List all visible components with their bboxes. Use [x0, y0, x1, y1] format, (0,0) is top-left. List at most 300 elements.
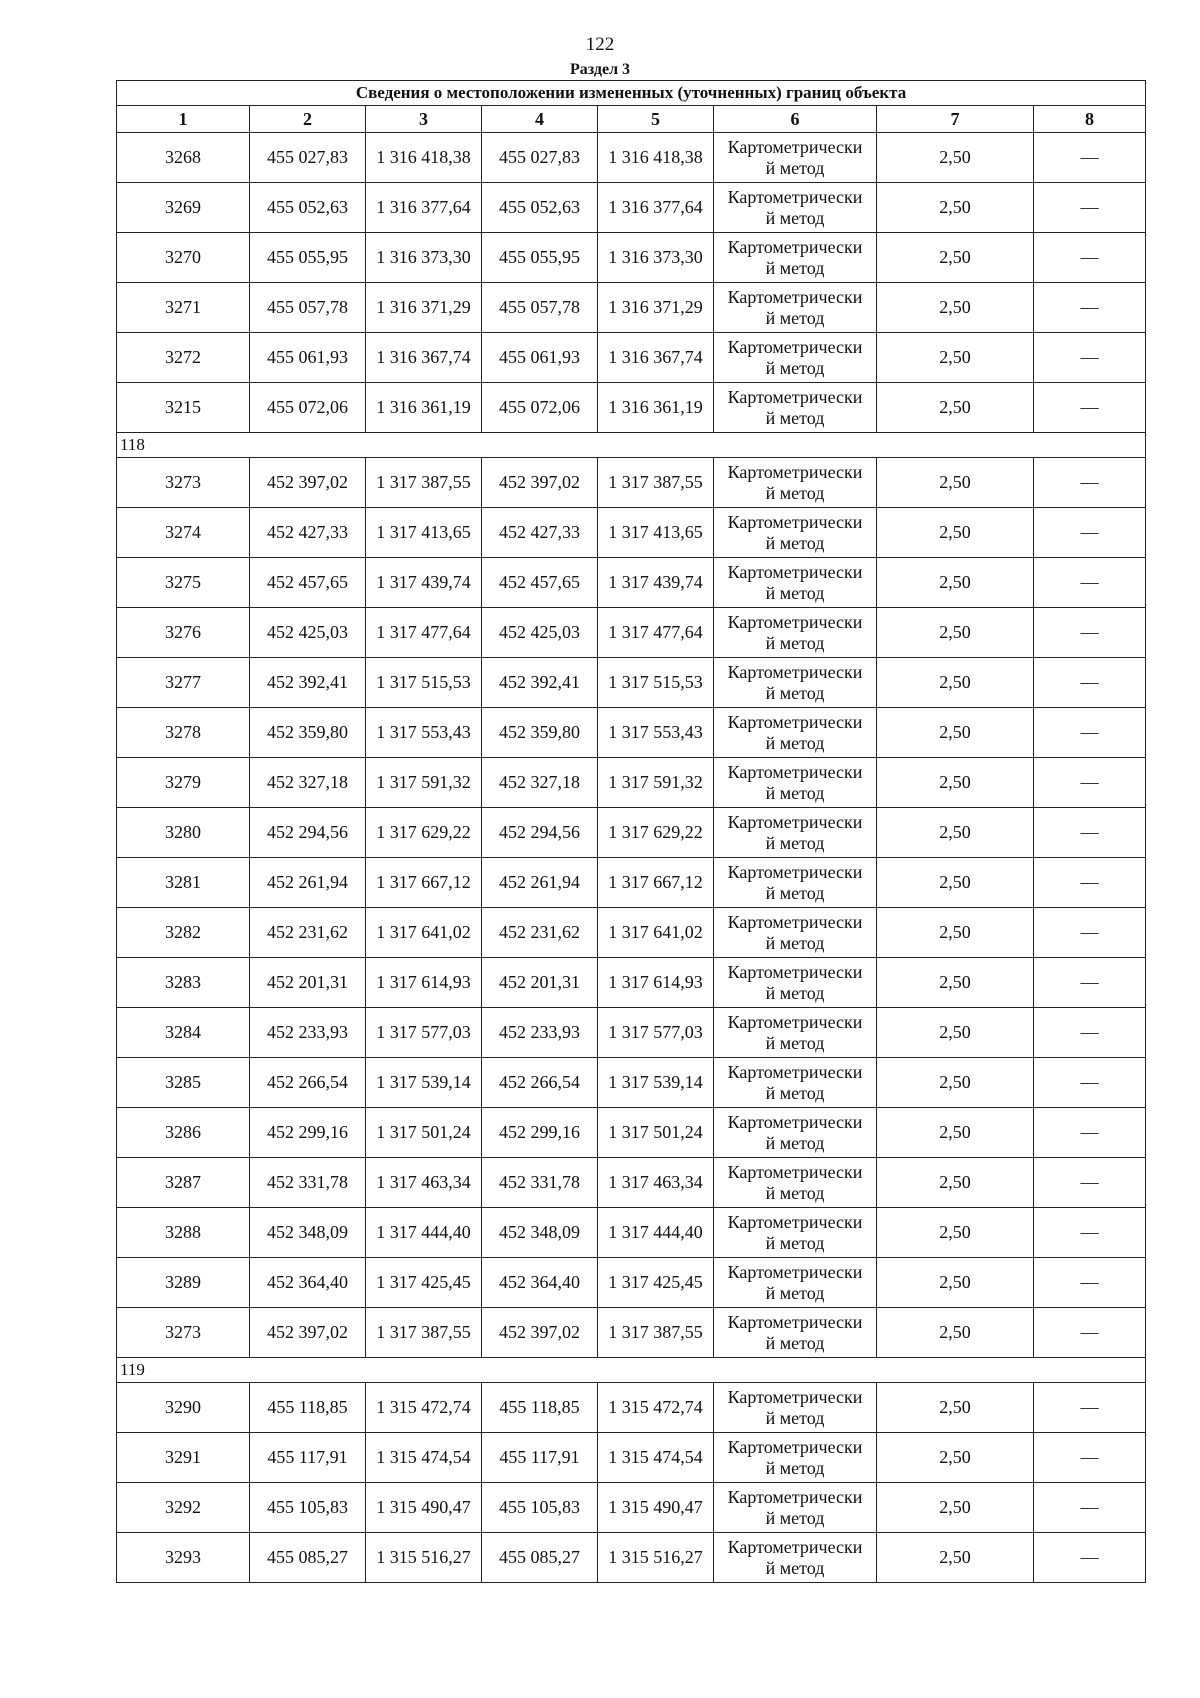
accuracy-cell: 2,50 — [877, 1008, 1034, 1058]
x-coordinate-new-cell: 455 052,63 — [482, 183, 598, 233]
accuracy-cell: 2,50 — [877, 1433, 1034, 1483]
group-row — [117, 1358, 1146, 1383]
x-coordinate-cell: 452 427,33 — [250, 508, 366, 558]
y-coordinate-cell: 1 317 413,65 — [366, 508, 482, 558]
x-coordinate-cell: 455 057,78 — [250, 283, 366, 333]
method-text: й метод — [765, 532, 825, 553]
x-coordinate-new-cell: 452 364,40 — [482, 1258, 598, 1308]
point-number-cell: 3278 — [117, 708, 250, 758]
column-number: 3 — [366, 106, 482, 133]
point-number-cell: 3290 — [117, 1383, 250, 1433]
note-cell: — — [1034, 458, 1146, 508]
table-row — [117, 1383, 1146, 1433]
note-cell: — — [1034, 233, 1146, 283]
method-text: Картометрически — [727, 1211, 863, 1232]
x-coordinate-cell: 452 364,40 — [250, 1258, 366, 1308]
note-cell: — — [1034, 333, 1146, 383]
y-coordinate-cell: 1 317 667,12 — [366, 858, 482, 908]
x-coordinate-cell: 455 052,63 — [250, 183, 366, 233]
x-coordinate-new-cell: 455 061,93 — [482, 333, 598, 383]
method-cell — [714, 758, 877, 808]
x-coordinate-cell: 452 392,41 — [250, 658, 366, 708]
accuracy-cell: 2,50 — [877, 333, 1034, 383]
table-row — [117, 1058, 1146, 1108]
note-cell: — — [1034, 1483, 1146, 1533]
table-row — [117, 758, 1146, 808]
method-text: й метод — [765, 1082, 825, 1103]
note-cell: — — [1034, 1258, 1146, 1308]
method-cell — [714, 1258, 877, 1308]
x-coordinate-cell: 452 397,02 — [250, 1308, 366, 1358]
y-coordinate-cell: 1 317 614,93 — [366, 958, 482, 1008]
method-text: Картометрически — [727, 386, 863, 407]
column-number: 4 — [482, 106, 598, 133]
note-cell: — — [1034, 808, 1146, 858]
table-row — [117, 558, 1146, 608]
table-row — [117, 708, 1146, 758]
method-text: Картометрически — [727, 186, 863, 207]
column-number: 6 — [714, 106, 877, 133]
x-coordinate-new-cell: 455 105,83 — [482, 1483, 598, 1533]
y-coordinate-new-cell: 1 317 477,64 — [598, 608, 714, 658]
y-coordinate-cell: 1 317 439,74 — [366, 558, 482, 608]
y-coordinate-cell: 1 315 516,27 — [366, 1533, 482, 1583]
method-cell — [714, 133, 877, 183]
page-number: 122 — [585, 34, 615, 55]
column-number: 5 — [598, 106, 714, 133]
method-text: й метод — [765, 357, 825, 378]
y-coordinate-cell: 1 317 444,40 — [366, 1208, 482, 1258]
point-number-cell: 3215 — [117, 383, 250, 433]
y-coordinate-new-cell: 1 317 425,45 — [598, 1258, 714, 1308]
method-cell — [714, 1108, 877, 1158]
y-coordinate-new-cell: 1 317 463,34 — [598, 1158, 714, 1208]
table-caption: Сведения о местоположении измененных (уточненных) границ объекта — [117, 81, 1146, 106]
y-coordinate-new-cell: 1 317 553,43 — [598, 708, 714, 758]
note-cell: — — [1034, 558, 1146, 608]
method-text: Картометрически — [727, 336, 863, 357]
x-coordinate-cell: 455 118,85 — [250, 1383, 366, 1433]
x-coordinate-new-cell: 452 392,41 — [482, 658, 598, 708]
method-cell — [714, 458, 877, 508]
x-coordinate-cell: 452 231,62 — [250, 908, 366, 958]
column-number-row — [117, 106, 1146, 133]
accuracy-cell: 2,50 — [877, 183, 1034, 233]
method-text: й метод — [765, 1282, 825, 1303]
method-text: й метод — [765, 982, 825, 1003]
y-coordinate-new-cell: 1 316 418,38 — [598, 133, 714, 183]
method-text: й метод — [765, 882, 825, 903]
x-coordinate-cell: 452 261,94 — [250, 858, 366, 908]
note-cell: — — [1034, 1383, 1146, 1433]
y-coordinate-cell: 1 317 425,45 — [366, 1258, 482, 1308]
accuracy-cell: 2,50 — [877, 758, 1034, 808]
x-coordinate-cell: 452 425,03 — [250, 608, 366, 658]
note-cell: — — [1034, 183, 1146, 233]
method-cell — [714, 1158, 877, 1208]
y-coordinate-cell: 1 317 539,14 — [366, 1058, 482, 1108]
note-cell: — — [1034, 908, 1146, 958]
table-row — [117, 958, 1146, 1008]
method-text: Картометрически — [727, 911, 863, 932]
point-number-cell: 3282 — [117, 908, 250, 958]
y-coordinate-new-cell: 1 317 444,40 — [598, 1208, 714, 1258]
point-number-cell: 3280 — [117, 808, 250, 858]
method-text: Картометрически — [727, 236, 863, 257]
group-label: 118 — [117, 433, 1146, 458]
y-coordinate-new-cell: 1 317 614,93 — [598, 958, 714, 1008]
method-cell — [714, 908, 877, 958]
method-text: Картометрически — [727, 611, 863, 632]
x-coordinate-new-cell: 452 294,56 — [482, 808, 598, 858]
x-coordinate-new-cell: 455 057,78 — [482, 283, 598, 333]
table-row — [117, 608, 1146, 658]
x-coordinate-cell: 452 266,54 — [250, 1058, 366, 1108]
x-coordinate-cell: 452 233,93 — [250, 1008, 366, 1058]
x-coordinate-cell: 452 201,31 — [250, 958, 366, 1008]
method-text: Картометрически — [727, 1311, 863, 1332]
x-coordinate-cell: 452 397,02 — [250, 458, 366, 508]
accuracy-cell: 2,50 — [877, 1308, 1034, 1358]
point-number-cell: 3269 — [117, 183, 250, 233]
point-number-cell: 3281 — [117, 858, 250, 908]
point-number-cell: 3272 — [117, 333, 250, 383]
accuracy-cell: 2,50 — [877, 1533, 1034, 1583]
y-coordinate-cell: 1 317 577,03 — [366, 1008, 482, 1058]
method-text: й метод — [765, 732, 825, 753]
note-cell: — — [1034, 608, 1146, 658]
method-text: Картометрически — [727, 561, 863, 582]
table-row — [117, 1158, 1146, 1208]
method-text: Картометрически — [727, 1386, 863, 1407]
method-text: Картометрически — [727, 861, 863, 882]
x-coordinate-new-cell: 452 261,94 — [482, 858, 598, 908]
y-coordinate-cell: 1 315 474,54 — [366, 1433, 482, 1483]
y-coordinate-new-cell: 1 317 629,22 — [598, 808, 714, 858]
method-text: й метод — [765, 1407, 825, 1428]
method-text: й метод — [765, 782, 825, 803]
y-coordinate-cell: 1 316 371,29 — [366, 283, 482, 333]
y-coordinate-cell: 1 315 490,47 — [366, 1483, 482, 1533]
x-coordinate-cell: 455 061,93 — [250, 333, 366, 383]
y-coordinate-new-cell: 1 317 515,53 — [598, 658, 714, 708]
y-coordinate-new-cell: 1 316 377,64 — [598, 183, 714, 233]
note-cell: — — [1034, 508, 1146, 558]
accuracy-cell: 2,50 — [877, 1258, 1034, 1308]
column-number: 2 — [250, 106, 366, 133]
method-text: Картометрически — [727, 136, 863, 157]
point-number-cell: 3273 — [117, 458, 250, 508]
y-coordinate-new-cell: 1 315 516,27 — [598, 1533, 714, 1583]
table-row — [117, 1108, 1146, 1158]
y-coordinate-cell: 1 317 501,24 — [366, 1108, 482, 1158]
accuracy-cell: 2,50 — [877, 283, 1034, 333]
x-coordinate-new-cell: 452 299,16 — [482, 1108, 598, 1158]
y-coordinate-cell: 1 317 515,53 — [366, 658, 482, 708]
method-text: й метод — [765, 632, 825, 653]
note-cell: — — [1034, 1433, 1146, 1483]
y-coordinate-new-cell: 1 317 501,24 — [598, 1108, 714, 1158]
method-cell — [714, 508, 877, 558]
table-row — [117, 233, 1146, 283]
table-row — [117, 458, 1146, 508]
y-coordinate-cell: 1 315 472,74 — [366, 1383, 482, 1433]
x-coordinate-new-cell: 455 118,85 — [482, 1383, 598, 1433]
accuracy-cell: 2,50 — [877, 1108, 1034, 1158]
note-cell: — — [1034, 858, 1146, 908]
method-cell — [714, 558, 877, 608]
note-cell: — — [1034, 283, 1146, 333]
note-cell: — — [1034, 133, 1146, 183]
x-coordinate-cell: 455 117,91 — [250, 1433, 366, 1483]
method-text: Картометрически — [727, 1261, 863, 1282]
method-cell — [714, 333, 877, 383]
point-number-cell: 3286 — [117, 1108, 250, 1158]
x-coordinate-new-cell: 452 266,54 — [482, 1058, 598, 1108]
table-row — [117, 1258, 1146, 1308]
point-number-cell: 3292 — [117, 1483, 250, 1533]
y-coordinate-new-cell: 1 315 474,54 — [598, 1433, 714, 1483]
table-row — [117, 1433, 1146, 1483]
accuracy-cell: 2,50 — [877, 1208, 1034, 1258]
method-cell — [714, 708, 877, 758]
x-coordinate-new-cell: 452 359,80 — [482, 708, 598, 758]
table-row — [117, 1308, 1146, 1358]
method-cell — [714, 1208, 877, 1258]
y-coordinate-new-cell: 1 315 490,47 — [598, 1483, 714, 1533]
method-text: й метод — [765, 1457, 825, 1478]
method-cell — [714, 958, 877, 1008]
method-cell — [714, 608, 877, 658]
x-coordinate-new-cell: 452 425,03 — [482, 608, 598, 658]
point-number-cell: 3293 — [117, 1533, 250, 1583]
method-text: Картометрически — [727, 761, 863, 782]
method-text: Картометрически — [727, 1011, 863, 1032]
y-coordinate-new-cell: 1 317 667,12 — [598, 858, 714, 908]
method-text: й метод — [765, 682, 825, 703]
accuracy-cell: 2,50 — [877, 658, 1034, 708]
note-cell: — — [1034, 758, 1146, 808]
note-cell: — — [1034, 1208, 1146, 1258]
y-coordinate-cell: 1 316 373,30 — [366, 233, 482, 283]
table-row — [117, 133, 1146, 183]
table-row — [117, 1533, 1146, 1583]
y-coordinate-new-cell: 1 317 439,74 — [598, 558, 714, 608]
y-coordinate-cell: 1 317 641,02 — [366, 908, 482, 958]
table-row — [117, 658, 1146, 708]
x-coordinate-cell: 455 085,27 — [250, 1533, 366, 1583]
x-coordinate-new-cell: 452 201,31 — [482, 958, 598, 1008]
method-text: Картометрически — [727, 1536, 863, 1557]
note-cell: — — [1034, 1108, 1146, 1158]
accuracy-cell: 2,50 — [877, 133, 1034, 183]
x-coordinate-new-cell: 455 117,91 — [482, 1433, 598, 1483]
x-coordinate-cell: 452 331,78 — [250, 1158, 366, 1208]
method-text: й метод — [765, 932, 825, 953]
method-text: й метод — [765, 1032, 825, 1053]
point-number-cell: 3268 — [117, 133, 250, 183]
accuracy-cell: 2,50 — [877, 508, 1034, 558]
y-coordinate-cell: 1 317 387,55 — [366, 1308, 482, 1358]
table-caption-row — [117, 81, 1146, 106]
point-number-cell: 3279 — [117, 758, 250, 808]
method-text: Картометрически — [727, 511, 863, 532]
method-text: Картометрически — [727, 1061, 863, 1082]
method-cell — [714, 1383, 877, 1433]
column-number: 1 — [117, 106, 250, 133]
y-coordinate-cell: 1 316 367,74 — [366, 333, 482, 383]
method-text: Картометрически — [727, 961, 863, 982]
y-coordinate-new-cell: 1 317 641,02 — [598, 908, 714, 958]
method-text: Картометрически — [727, 661, 863, 682]
accuracy-cell: 2,50 — [877, 1158, 1034, 1208]
method-text: й метод — [765, 1332, 825, 1353]
y-coordinate-new-cell: 1 317 387,55 — [598, 458, 714, 508]
table-row — [117, 908, 1146, 958]
method-cell — [714, 1308, 877, 1358]
accuracy-cell: 2,50 — [877, 458, 1034, 508]
method-cell — [714, 1483, 877, 1533]
x-coordinate-cell: 455 072,06 — [250, 383, 366, 433]
point-number-cell: 3291 — [117, 1433, 250, 1483]
method-cell — [714, 658, 877, 708]
point-number-cell: 3277 — [117, 658, 250, 708]
y-coordinate-cell: 1 317 553,43 — [366, 708, 482, 758]
point-number-cell: 3289 — [117, 1258, 250, 1308]
x-coordinate-cell: 452 457,65 — [250, 558, 366, 608]
accuracy-cell: 2,50 — [877, 908, 1034, 958]
point-number-cell: 3283 — [117, 958, 250, 1008]
table-body — [117, 81, 1146, 1583]
point-number-cell: 3285 — [117, 1058, 250, 1108]
y-coordinate-cell: 1 317 387,55 — [366, 458, 482, 508]
method-text: й метод — [765, 207, 825, 228]
method-text: й метод — [765, 157, 825, 178]
y-coordinate-new-cell: 1 316 367,74 — [598, 333, 714, 383]
method-text: Картометрически — [727, 1161, 863, 1182]
method-text: й метод — [765, 482, 825, 503]
method-text: Картометрически — [727, 286, 863, 307]
y-coordinate-new-cell: 1 317 413,65 — [598, 508, 714, 558]
y-coordinate-cell: 1 317 477,64 — [366, 608, 482, 658]
group-row — [117, 433, 1146, 458]
point-number-cell: 3288 — [117, 1208, 250, 1258]
x-coordinate-cell: 455 027,83 — [250, 133, 366, 183]
method-cell — [714, 858, 877, 908]
note-cell: — — [1034, 708, 1146, 758]
group-label: 119 — [117, 1358, 1146, 1383]
y-coordinate-cell: 1 317 591,32 — [366, 758, 482, 808]
table-row — [117, 508, 1146, 558]
y-coordinate-cell: 1 317 463,34 — [366, 1158, 482, 1208]
x-coordinate-new-cell: 455 085,27 — [482, 1533, 598, 1583]
method-cell — [714, 808, 877, 858]
table-row — [117, 183, 1146, 233]
x-coordinate-new-cell: 455 055,95 — [482, 233, 598, 283]
method-cell — [714, 383, 877, 433]
accuracy-cell: 2,50 — [877, 808, 1034, 858]
y-coordinate-cell: 1 316 418,38 — [366, 133, 482, 183]
x-coordinate-new-cell: 452 331,78 — [482, 1158, 598, 1208]
method-text: й метод — [765, 1132, 825, 1153]
accuracy-cell: 2,50 — [877, 708, 1034, 758]
y-coordinate-new-cell: 1 316 373,30 — [598, 233, 714, 283]
x-coordinate-new-cell: 452 231,62 — [482, 908, 598, 958]
y-coordinate-cell: 1 317 629,22 — [366, 808, 482, 858]
y-coordinate-new-cell: 1 317 591,32 — [598, 758, 714, 808]
section-title: Раздел 3 — [569, 61, 631, 78]
method-text: Картометрически — [727, 811, 863, 832]
note-cell: — — [1034, 383, 1146, 433]
method-text: й метод — [765, 1557, 825, 1578]
method-cell — [714, 1008, 877, 1058]
x-coordinate-new-cell: 452 348,09 — [482, 1208, 598, 1258]
y-coordinate-new-cell: 1 316 361,19 — [598, 383, 714, 433]
table-row — [117, 383, 1146, 433]
y-coordinate-new-cell: 1 315 472,74 — [598, 1383, 714, 1433]
method-text: Картометрически — [727, 1436, 863, 1457]
x-coordinate-new-cell: 452 327,18 — [482, 758, 598, 808]
method-text: й метод — [765, 257, 825, 278]
table-row — [117, 333, 1146, 383]
method-text: Картометрически — [727, 1486, 863, 1507]
method-cell — [714, 183, 877, 233]
method-text: й метод — [765, 582, 825, 603]
method-text: Картометрически — [727, 461, 863, 482]
point-number-cell: 3284 — [117, 1008, 250, 1058]
method-cell — [714, 233, 877, 283]
coordinates-table — [116, 80, 1146, 1583]
x-coordinate-new-cell: 452 427,33 — [482, 508, 598, 558]
table-row — [117, 858, 1146, 908]
x-coordinate-cell: 452 299,16 — [250, 1108, 366, 1158]
accuracy-cell: 2,50 — [877, 233, 1034, 283]
x-coordinate-new-cell: 452 397,02 — [482, 1308, 598, 1358]
table-row — [117, 1008, 1146, 1058]
table-row — [117, 1208, 1146, 1258]
method-text: Картометрически — [727, 711, 863, 732]
x-coordinate-new-cell: 455 072,06 — [482, 383, 598, 433]
accuracy-cell: 2,50 — [877, 608, 1034, 658]
y-coordinate-new-cell: 1 317 577,03 — [598, 1008, 714, 1058]
table-row — [117, 1483, 1146, 1533]
y-coordinate-cell: 1 316 377,64 — [366, 183, 482, 233]
method-text: Картометрически — [727, 1111, 863, 1132]
y-coordinate-new-cell: 1 317 387,55 — [598, 1308, 714, 1358]
point-number-cell: 3273 — [117, 1308, 250, 1358]
point-number-cell: 3287 — [117, 1158, 250, 1208]
accuracy-cell: 2,50 — [877, 1058, 1034, 1108]
method-text: й метод — [765, 1182, 825, 1203]
note-cell: — — [1034, 658, 1146, 708]
column-number: 8 — [1034, 106, 1146, 133]
x-coordinate-cell: 455 055,95 — [250, 233, 366, 283]
method-text: й метод — [765, 832, 825, 853]
point-number-cell: 3270 — [117, 233, 250, 283]
method-cell — [714, 1433, 877, 1483]
method-cell — [714, 283, 877, 333]
accuracy-cell: 2,50 — [877, 958, 1034, 1008]
point-number-cell: 3275 — [117, 558, 250, 608]
x-coordinate-cell: 452 359,80 — [250, 708, 366, 758]
accuracy-cell: 2,50 — [877, 1483, 1034, 1533]
accuracy-cell: 2,50 — [877, 383, 1034, 433]
y-coordinate-new-cell: 1 317 539,14 — [598, 1058, 714, 1108]
x-coordinate-cell: 452 348,09 — [250, 1208, 366, 1258]
y-coordinate-cell: 1 316 361,19 — [366, 383, 482, 433]
note-cell: — — [1034, 958, 1146, 1008]
point-number-cell: 3276 — [117, 608, 250, 658]
